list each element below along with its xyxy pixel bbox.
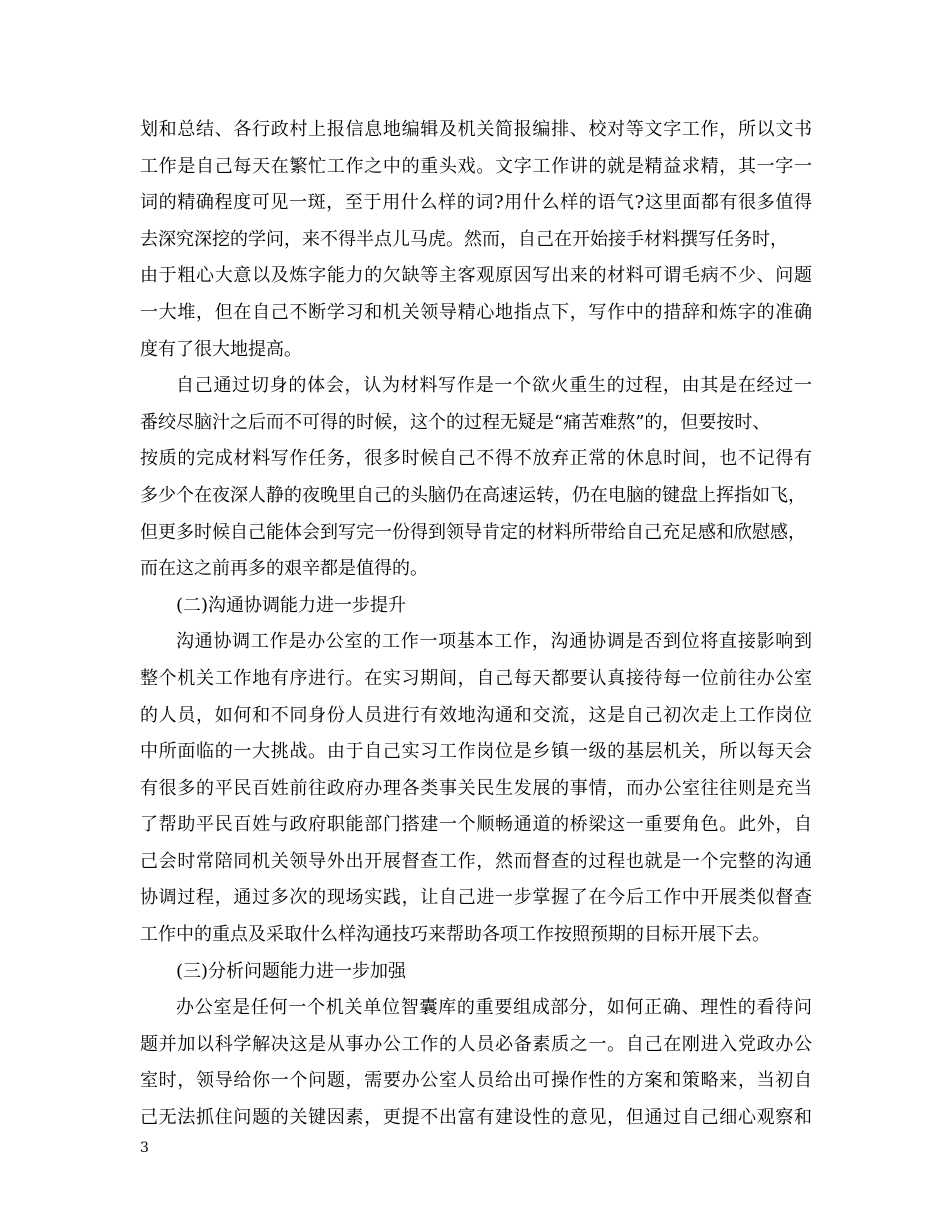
section-heading-analysis (140, 954, 812, 991)
text-line: 而在这之前再多的艰辛都是值得的。 (140, 558, 428, 580)
text-line: 工作是自己每天在繁忙工作之中的重头戏。文字工作讲的就是精益求精，其一字一 (140, 155, 812, 177)
text-line: 中所面临的一大挑战。由于自己实习工作岗位是乡镇一级的基层机关，所以每天会 (140, 741, 812, 763)
text-line: 番绞尽脑汁之后而不可得的时候，这个的过程无疑是“痛苦难熬”的，但要按时、 (140, 411, 771, 433)
text-line: 自己通过切身的体会，认为材料写作是一个欲火重生的过程，由其是在经过一 (176, 375, 812, 397)
text-line: 己无法抓住问题的关键因素，更提不出富有建设性的意见，但通过自己细心观察和 (140, 1107, 812, 1129)
text-line: 了帮助平民百姓与政府职能部门搭建一个顺畅通道的桥梁这一重要角色。此外，自 (140, 814, 812, 836)
text-line: 整个机关工作地有序进行。在实习期间，自己每天都要认真接待每一位前往办公室 (140, 667, 812, 689)
paragraph-writing-experience (140, 368, 812, 588)
paragraph-writing-work (140, 112, 812, 368)
text-line: 室时，领导给你一个问题，需要办公室人员给出可操作性的方案和策略来，当初自 (140, 1070, 812, 1092)
text-line: 多少个在夜深人静的夜晚里自己的头脑仍在高速运转，仍在电脑的键盘上挥指如飞， (140, 484, 806, 506)
text-line: 己会时常陪同机关领导外出开展督查工作，然而督查的过程也就是一个完整的沟通 (140, 850, 812, 872)
text-line: 题并加以科学解决这是从事办公工作的人员必备素质之一。自己在刚进入党政办公 (140, 1033, 812, 1055)
text-line: 办公室是任何一个机关单位智囊库的重要组成部分，如何正确、理性的看待问 (176, 997, 812, 1019)
page-number: 3 (140, 1140, 149, 1156)
paragraph-analysis (140, 990, 812, 1136)
section-heading: (三)分析问题能力进一步加强 (176, 960, 407, 982)
text-line: 但更多时候自己能体会到写完一份得到领导肯定的材料所带给自己充足感和欣慰感， (140, 521, 806, 543)
section-heading-communication (140, 588, 812, 625)
text-line: 由于粗心大意以及炼字能力的欠缺等主客观原因写出来的材料可谓毛病不少、问题 (140, 265, 812, 287)
text-line: 划和总结、各行政村上报信息地编辑及机关简报编排、校对等文字工作，所以文书 (140, 119, 812, 140)
document-body (140, 112, 812, 1137)
text-line: 工作中的重点及采取什么样沟通技巧来帮助各项工作按照预期的目标开展下去。 (140, 924, 770, 946)
text-line: 去深究深挖的学问，来不得半点儿马虎。然而，自己在开始接手材料撰写任务时， (140, 228, 788, 250)
paragraph-communication (140, 624, 812, 953)
text-line: 沟通协调工作是办公室的工作一项基本工作，沟通协调是否到位将直接影响到 (176, 631, 812, 653)
text-line: 词的精确程度可见一斑，至于用什么样的词?用什么样的语气?这里面都有很多值得 (140, 192, 812, 214)
text-line: 的人员，如何和不同身份人员进行有效地沟通和交流，这是自己初次走上工作岗位 (140, 704, 812, 726)
text-line: 一大堆，但在自己不断学习和机关领导精心地指点下，写作中的措辞和炼字的准确 (140, 301, 812, 323)
text-line: 有很多的平民百姓前往政府办理各类事关民生发展的事情，而办公室往往则是充当 (140, 777, 812, 799)
text-line: 协调过程，通过多次的现场实践，让自己进一步掌握了在今后工作中开展类似督查 (140, 887, 812, 909)
text-line: 度有了很大地提高。 (140, 338, 302, 360)
section-heading: (二)沟通协调能力进一步提升 (176, 594, 407, 616)
text-line: 按质的完成材料写作任务，很多时候自己不得不放弃正常的休息时间，也不记得有 (140, 448, 812, 470)
